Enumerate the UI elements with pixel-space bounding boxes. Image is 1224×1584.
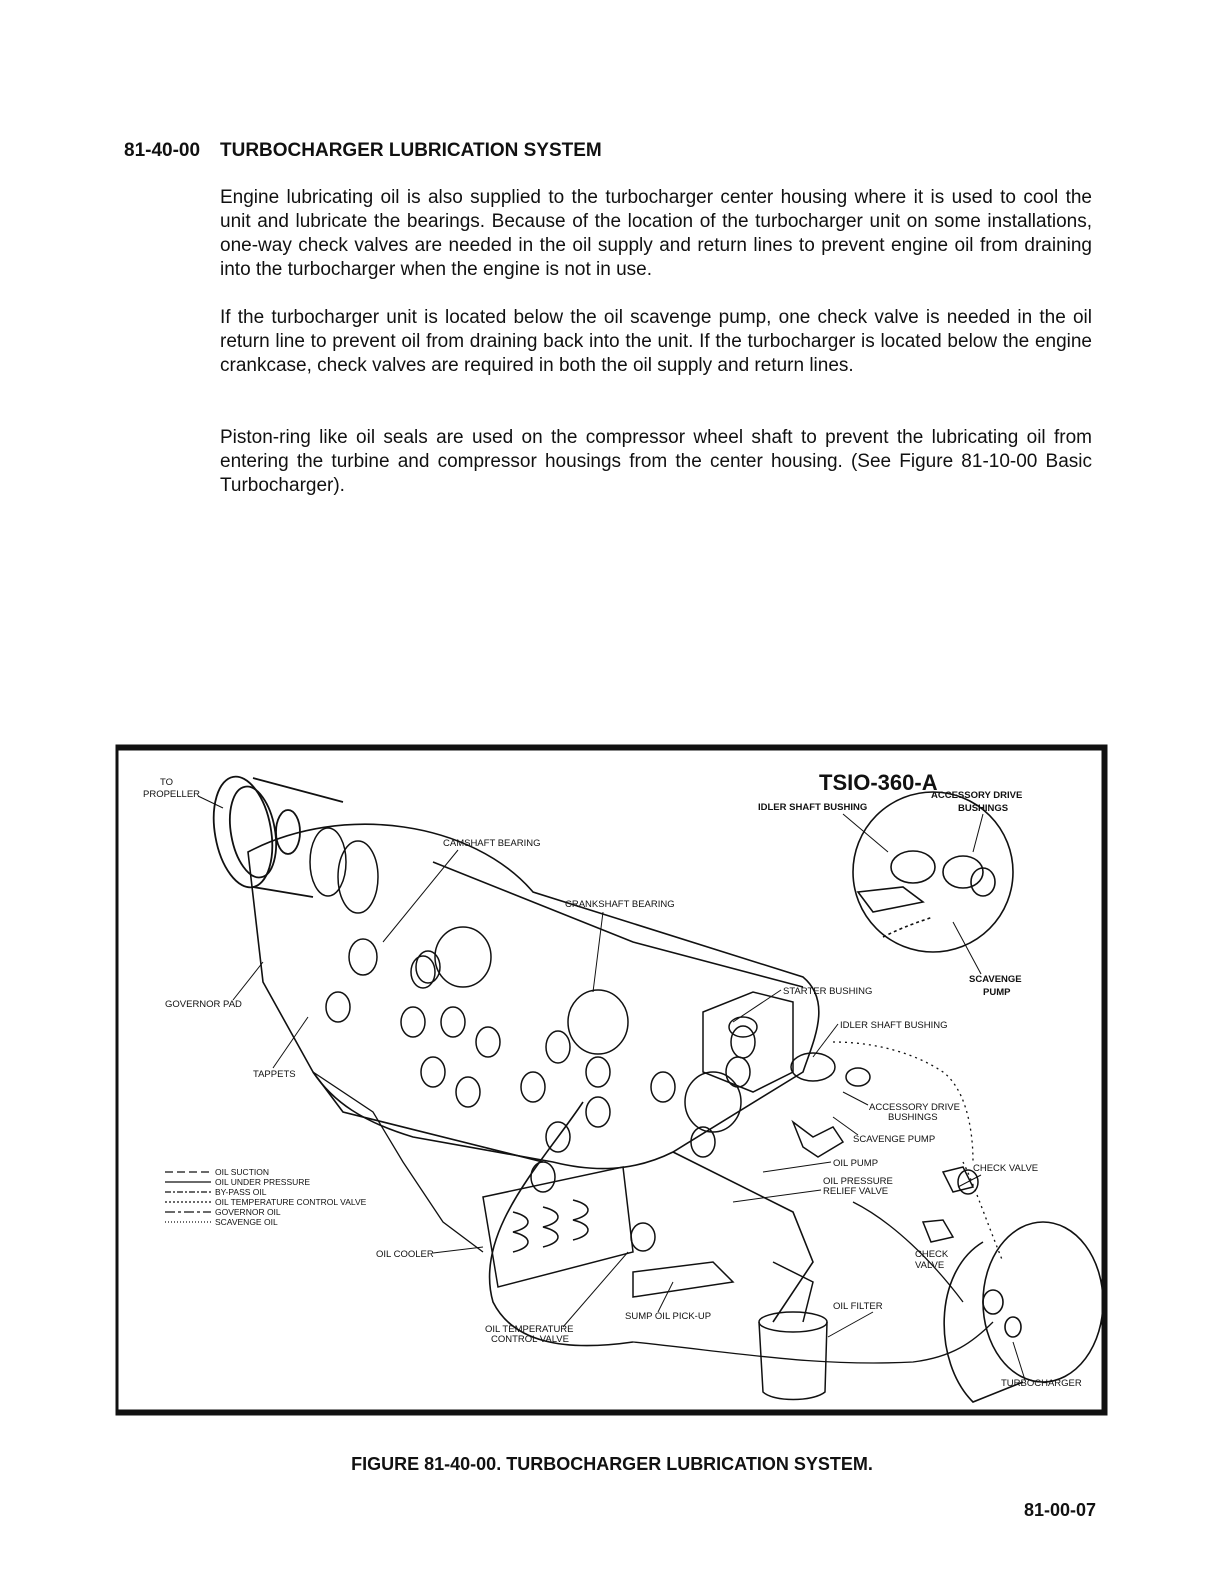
engine-model: TSIO-360-A: [819, 770, 938, 795]
accessory-case: [703, 992, 870, 1157]
figure-frame: [117, 746, 1106, 1414]
paragraph-3: Piston-ring like oil seals are used on the compressor wheel shaft to prevent the lubricating oil from entering the turbine and compressor housings from the center housing. (See Figure 81-10-00 Basic Turbocharger).: [220, 427, 1092, 496]
oil-cooler: [483, 1167, 655, 1287]
label-governor-pad: GOVERNOR PAD: [165, 999, 242, 1010]
label-to: TO: [160, 777, 174, 788]
engine-outline: [248, 824, 819, 1345]
bushing-detail-inset: [853, 792, 1013, 952]
paragraph-1: Engine lubricating oil is also supplied to the turbocharger center housing where it is used to cool the unit and lubricate the bearings. Because of the location of the turbocharger unit on some installations, one-way check valves are needed in the oil supply and return lines to prevent engine oil from draining into the turbocharger when the engine is not in use.: [220, 187, 1092, 280]
paragraph-2: If the turbocharger unit is located below the oil scavenge pump, one check valve is needed in the oil return line to prevent oil from draining back into the unit. If the turbocharger is located below the engine crankcase, check valves are required in both the oil supply and return lines.: [220, 307, 1092, 376]
bearing-cylinders: [310, 828, 755, 1192]
label-accessory-drive-top-2: BUSHINGS: [958, 803, 1009, 814]
label-check-valve-right: CHECK VALVE: [973, 1163, 1039, 1174]
label-tappets: TAPPETS: [253, 1069, 296, 1080]
propeller-flange: [206, 772, 343, 897]
label-accessory-drive-top-1: ACCESSORY DRIVE: [931, 790, 1023, 801]
check-valves: [923, 1167, 978, 1242]
label-oil-temp-1: OIL TEMPERATURE: [485, 1324, 574, 1335]
label-starter-bushing: STARTER BUSHING: [783, 986, 873, 997]
lubrication-diagram: [113, 742, 1110, 1418]
label-scavenge-top-1: SCAVENGE: [969, 974, 1022, 985]
label-idler-shaft-bushing: IDLER SHAFT BUSHING: [840, 1020, 948, 1031]
label-camshaft-bearing: CAMSHAFT BEARING: [443, 838, 541, 849]
legend-bypass-oil: BY-PASS OIL: [215, 1187, 267, 1197]
legend-oil-suction: OIL SUCTION: [215, 1167, 269, 1177]
legend-oil-under-pressure: OIL UNDER PRESSURE: [215, 1177, 311, 1187]
legend-governor-oil: GOVERNOR OIL: [215, 1207, 281, 1217]
label-check-valve-lower-2: VALVE: [915, 1260, 945, 1271]
section-heading: [124, 140, 602, 162]
label-oil-pressure-1: OIL PRESSURE: [823, 1176, 893, 1187]
label-crankshaft-bearing: CRANKSHAFT BEARING: [565, 899, 675, 910]
label-idler-shaft-bushing-top: IDLER SHAFT BUSHING: [758, 802, 868, 813]
label-accessory-drive-2: BUSHINGS: [888, 1112, 938, 1123]
figure-caption: FIGURE 81-40-00. TURBOCHARGER LUBRICATION SYSTEM.: [351, 1454, 873, 1474]
label-oil-temp-2: CONTROL VALVE: [491, 1334, 569, 1345]
legend: [165, 1167, 367, 1227]
label-accessory-drive-1: ACCESSORY DRIVE: [869, 1102, 960, 1113]
leader-lines: [198, 796, 1025, 1380]
label-propeller: PROPELLER: [143, 789, 201, 800]
label-oil-pump: OIL PUMP: [833, 1158, 879, 1169]
label-oil-cooler: OIL COOLER: [376, 1249, 434, 1260]
oil-filter: [633, 1262, 827, 1400]
section-title: TURBOCHARGER LUBRICATION SYSTEM: [220, 140, 602, 161]
label-oil-filter: OIL FILTER: [833, 1301, 883, 1312]
page-number: 81-00-07: [1023, 1500, 1096, 1520]
section-number: 81-40-00: [124, 140, 201, 161]
label-check-valve-lower-1: CHECK: [915, 1249, 949, 1260]
label-turbocharger: TURBOCHARGER: [1001, 1378, 1082, 1389]
label-scavenge-top-2: PUMP: [983, 987, 1011, 998]
label-scavenge-pump: SCAVENGE PUMP: [853, 1134, 936, 1145]
legend-scavenge-oil: SCAVENGE OIL: [215, 1217, 278, 1227]
label-sump-oil-pickup: SUMP OIL PICK-UP: [625, 1311, 712, 1322]
label-oil-pressure-2: RELIEF VALVE: [823, 1186, 889, 1197]
legend-oil-temp-control: OIL TEMPERATURE CONTROL VALVE: [215, 1197, 367, 1207]
